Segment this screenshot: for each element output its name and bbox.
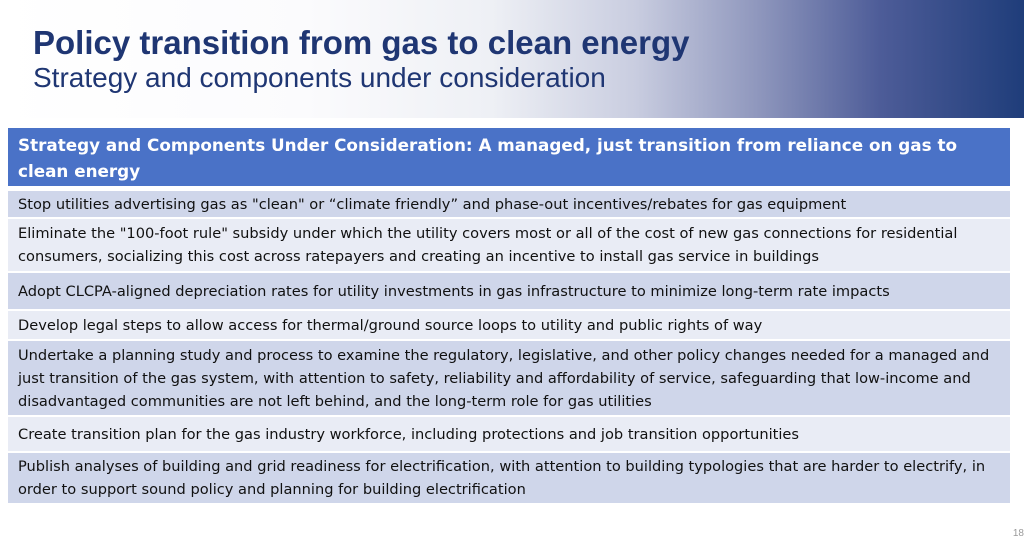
table-cell-advertising: Stop utilities advertising gas as "clean" or “climate friendly” and phase-out incentives/rebates for gas equipment — [8, 189, 1010, 219]
table-row — [8, 452, 1010, 504]
table-row — [8, 272, 1010, 310]
table-row — [8, 218, 1010, 272]
table-header-row — [8, 128, 1010, 189]
table-cell-100-foot-rule: Eliminate the "100-foot rule" subsidy under which the utility covers most or all of the cost of new gas connections for residential consumers, socializing this cost across ratepayers and creating an incentive to install gas service in buildings — [8, 218, 1010, 272]
slide-subtitle: Strategy and components under consideration — [33, 62, 606, 93]
table-header-cell: Strategy and Components Under Consideration: A managed, just transition from reliance on gas to clean energy — [8, 128, 1010, 189]
strategy-components-table — [8, 128, 1010, 505]
table-row — [8, 416, 1010, 452]
table-cell-workforce: Create transition plan for the gas industry workforce, including protections and job transition opportunities — [8, 416, 1010, 452]
table-cell-depreciation: Adopt CLCPA-aligned depreciation rates for utility investments in gas infrastructure to minimize long-term rate impacts — [8, 272, 1010, 310]
table-cell-rights-of-way: Develop legal steps to allow access for thermal/ground source loops to utility and public rights of way — [8, 310, 1010, 340]
table-row — [8, 189, 1010, 219]
page-number: 18 — [1012, 528, 1024, 539]
table-row — [8, 310, 1010, 340]
table-cell-electrification: Publish analyses of building and grid readiness for electrification, with attention to building typologies that are harder to electrify, in order to support sound policy and planning for building electrification — [8, 452, 1010, 504]
table-cell-planning-study: Undertake a planning study and process to examine the regulatory, legislative, and other policy changes needed for a managed and just transition of the gas system, with attention to safety, reliability and affordability of service, safeguarding that low-income and disadvantaged communities are not left behind, and the long-term role for gas utilities — [8, 340, 1010, 416]
table-row — [8, 340, 1010, 416]
slide-title: Policy transition from gas to clean energy — [33, 24, 690, 61]
